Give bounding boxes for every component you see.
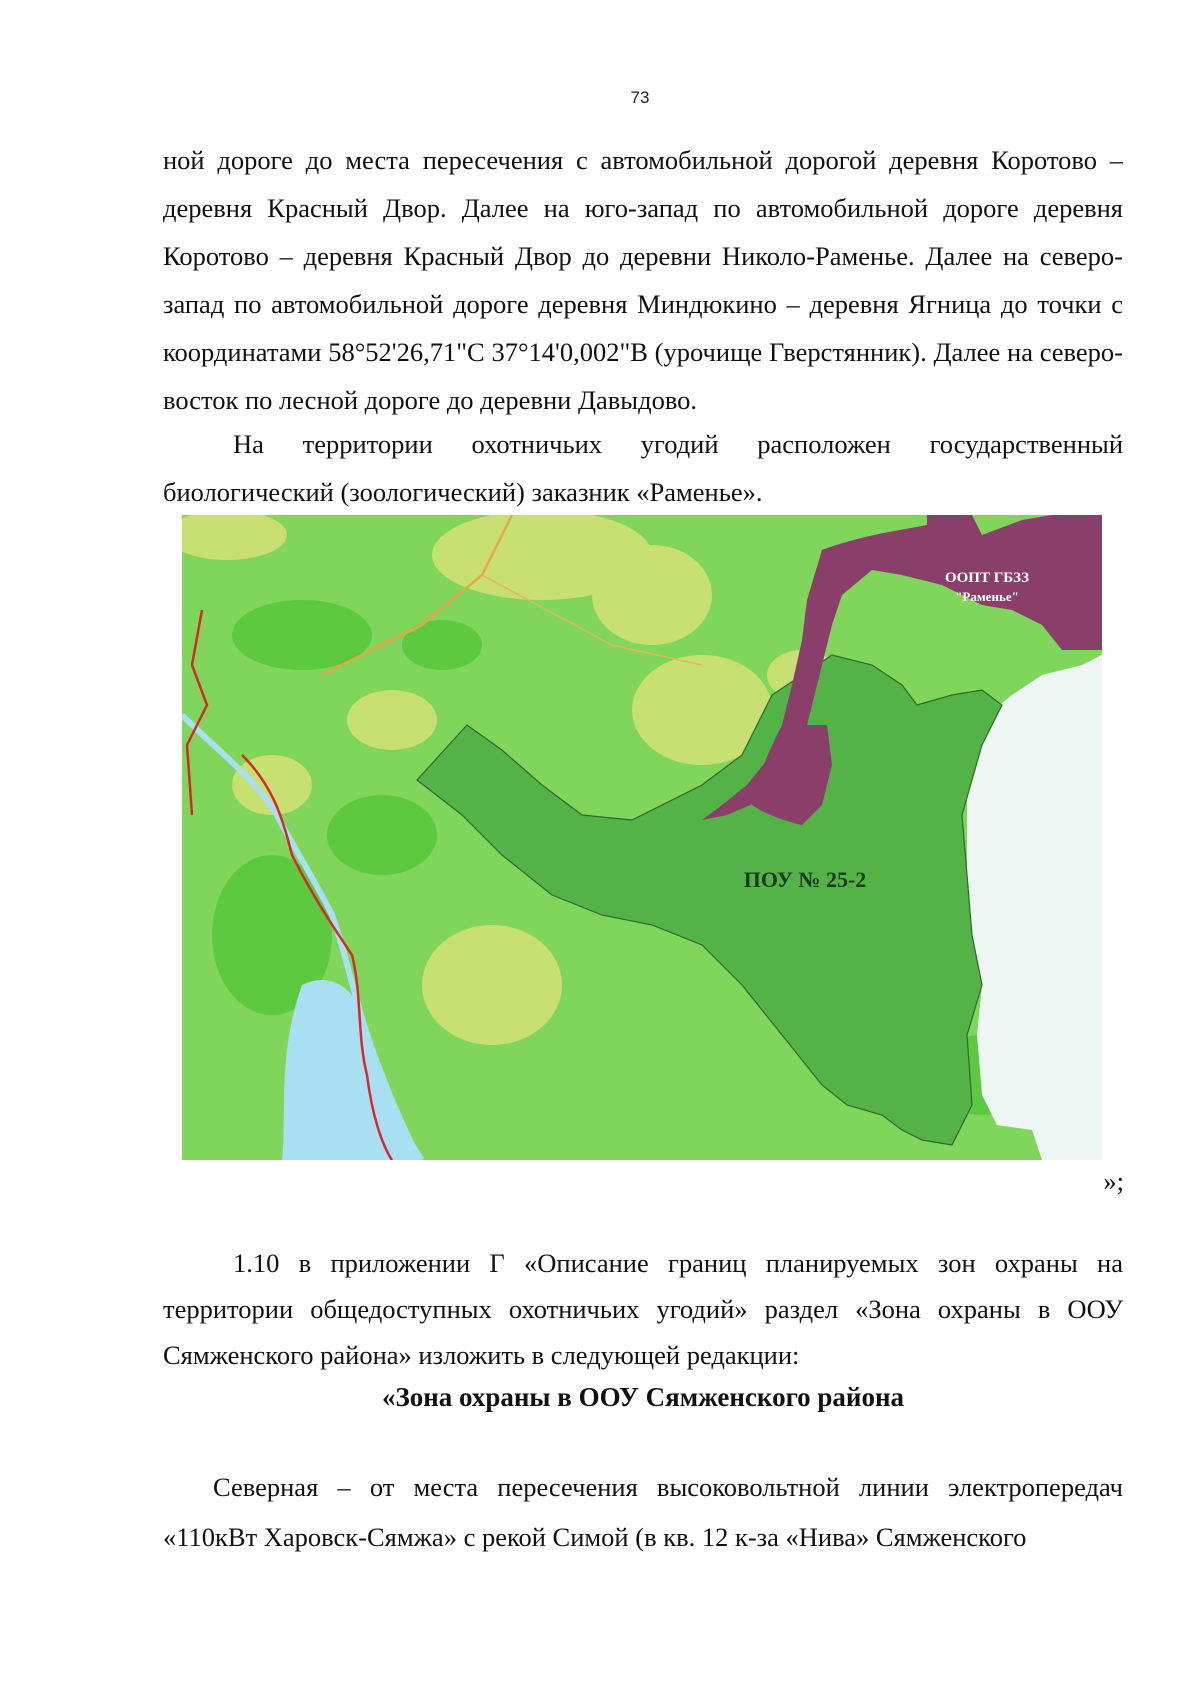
paragraph-route-description: ной дороге до места пересечения с автомобильной дорогой деревня Коротово – деревня Красный Двор. Далее на юго-запад по автомобильной дороге деревня Коротово – деревня Красный Двор до деревни Николо-Раменье. Далее на северо-запад по автомобильной дороге деревня Миндюкино – деревня Ягница до точки с координатами 58°52'26,71"С 37°14'0,002"В (урочище Гверстянник). Далее на северо-восток по лесной дороге до деревни Давыдово. [163, 145, 1123, 415]
paragraph-north-boundary: Северная – от места пересечения высоковольтной линии электропередач «110кВт Харовск-Сямжа» с рекой Симой (в кв. 12 к-за «Нива» Сямженского [163, 1472, 1123, 1552]
hunting-grounds-map [182, 515, 1102, 1160]
map-label-oopt: ООПТ ГБЗЗ [944, 570, 1030, 586]
page-number: 73 [630, 88, 650, 107]
paragraph-reserve-note: На территории охотничьих угодий расположен государственный биологический (зоологический) заказник «Раменье». [163, 429, 1123, 507]
paragraph-amendment: 1.10 в приложении Г «Описание границ планируемых зон охраны на территории общедоступных охотничьих угодий» раздел «Зона охраны в ООУ Сямженского района» изложить в следующей редакции: [163, 1248, 1123, 1370]
section-heading: «Зона охраны в ООУ Сямженского района [381, 1382, 905, 1412]
map-label-oopt-name: "Раменье" [955, 589, 1019, 604]
map-label-pou: ПОУ № 25-2 [743, 867, 867, 892]
closing-quote: »; [1103, 1166, 1124, 1196]
